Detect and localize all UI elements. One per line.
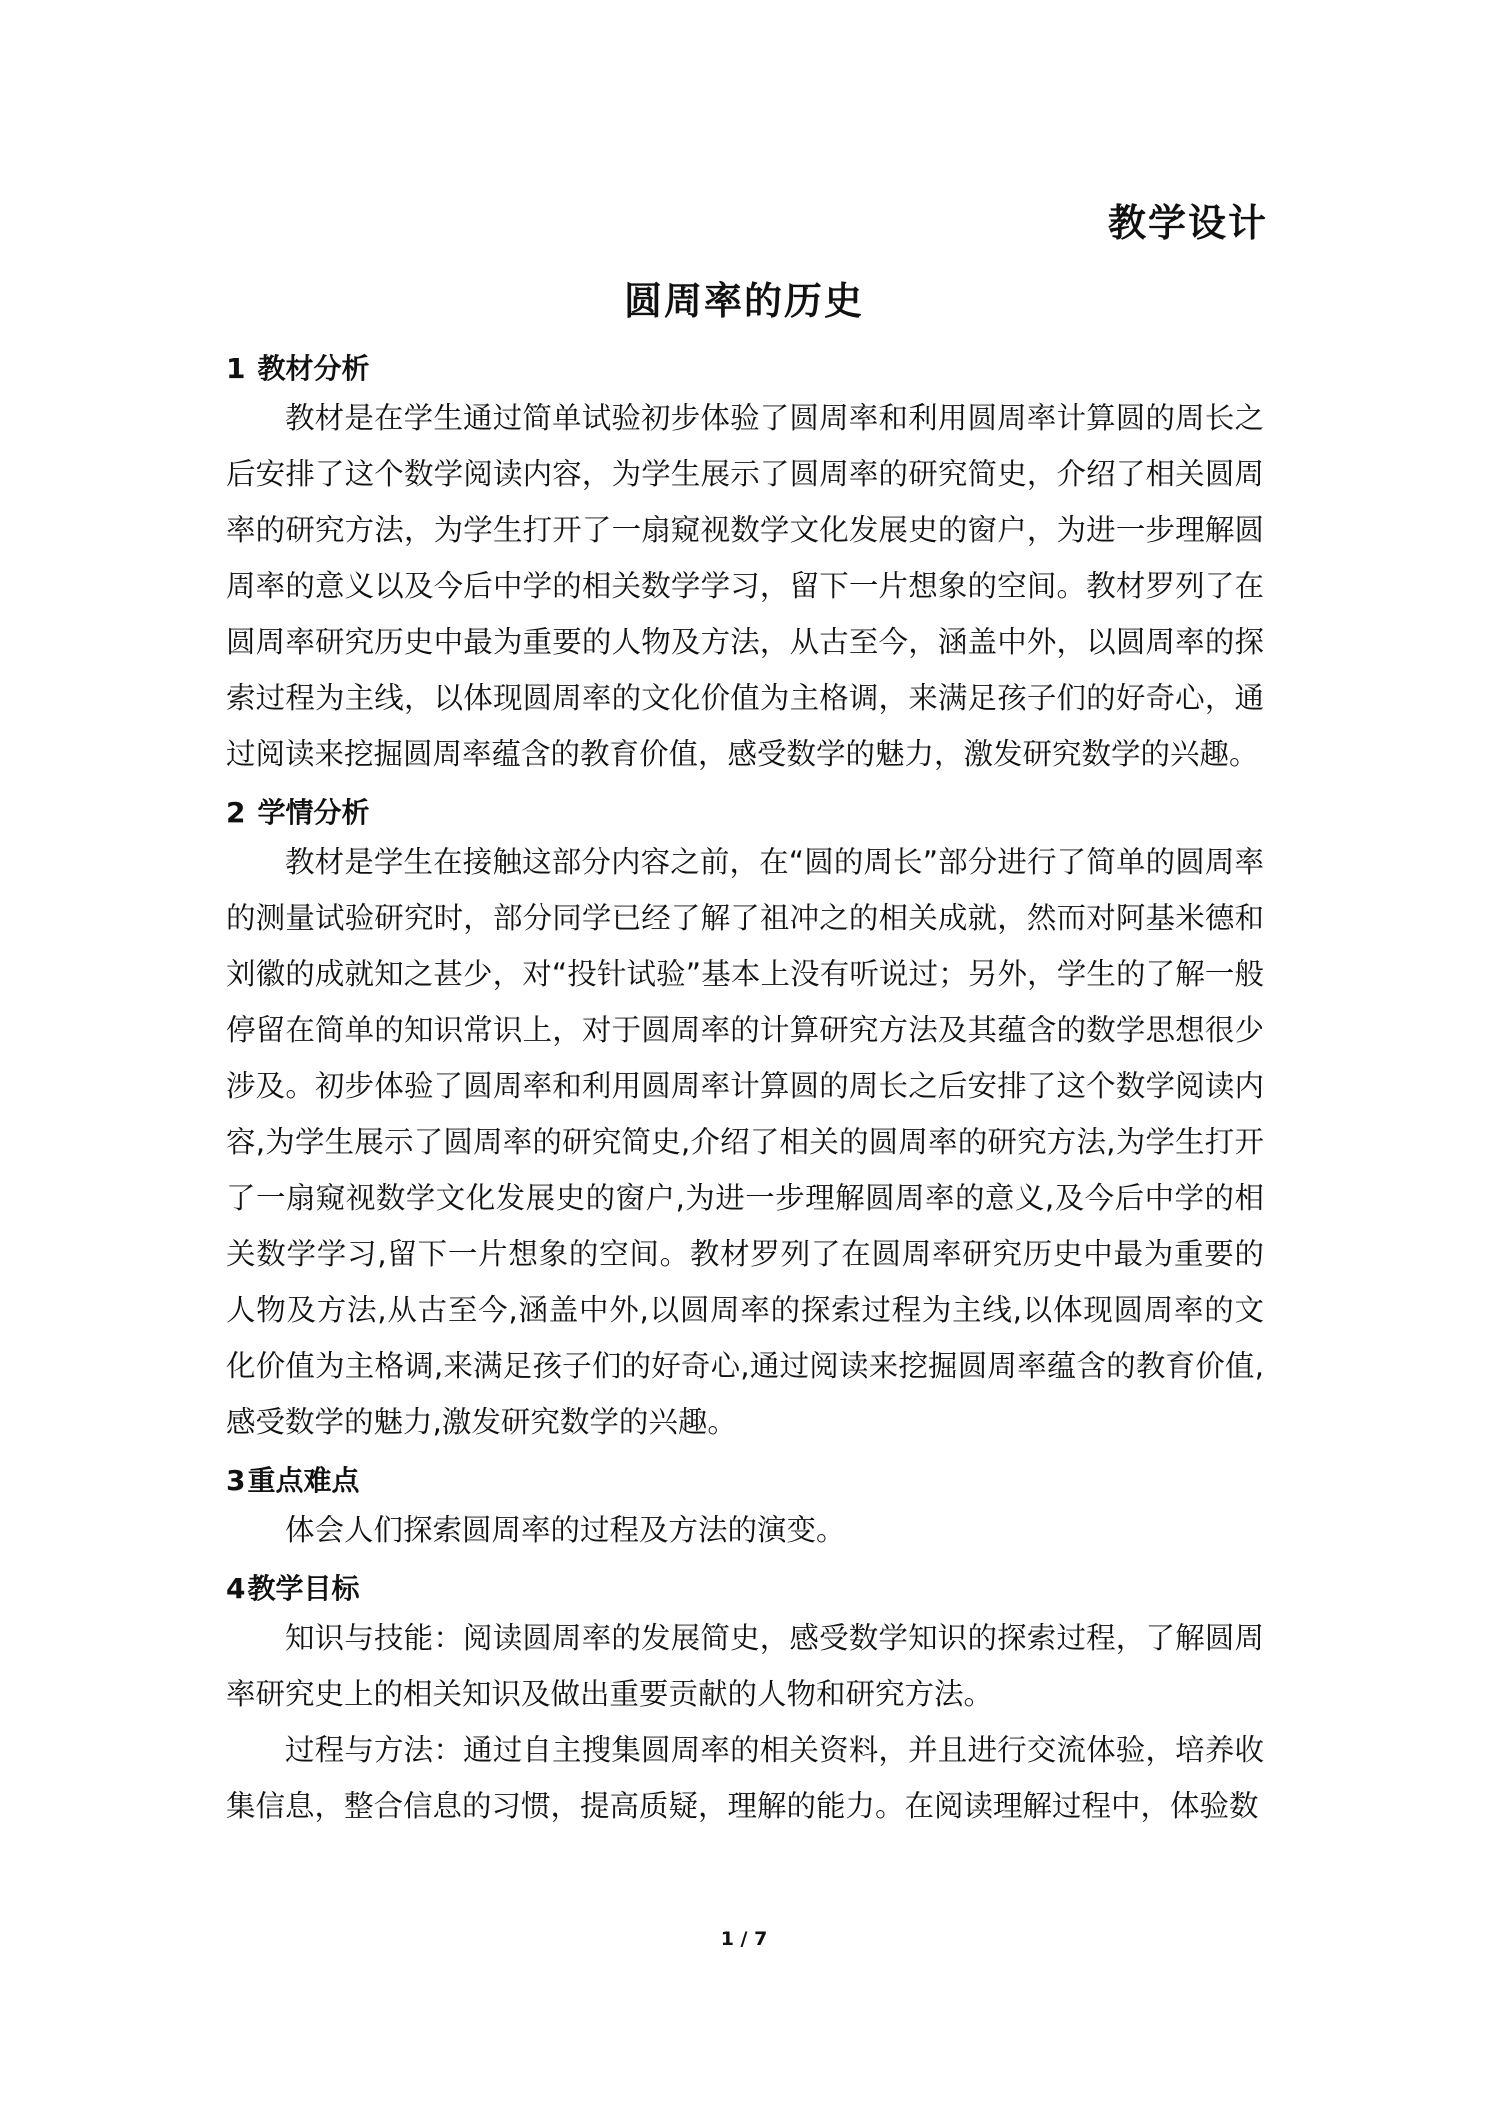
section-heading-text: 教学目标 [247, 1572, 360, 1605]
paragraph: 体会人们探索圆周率的过程及方法的演变。 [285, 1513, 846, 1547]
section-heading-text: 学情分析 [257, 796, 370, 829]
page-number: 1 / 7 [720, 1928, 768, 1950]
document-type-label: 教学设计 [1107, 201, 1268, 245]
document-body [226, 350, 1264, 1834]
paragraph: 过程与方法：通过自主搜集圆周率的相关资料，并且进行交流体验，培养收集信息，整合信息的习惯，提高质疑，理解的能力。在阅读理解过程中，体验数 [226, 1733, 1264, 1823]
section-heading [226, 350, 1264, 388]
section-heading [226, 1570, 1264, 1608]
section-number: 1 [226, 352, 246, 385]
section-textbook-analysis [226, 350, 1264, 782]
section-student-analysis [226, 794, 1264, 1450]
section-heading [226, 794, 1264, 832]
document-title: 圆周率的历史 [623, 279, 864, 323]
section-teaching-objectives [226, 1570, 1264, 1834]
section-key-points [226, 1462, 1264, 1558]
section-number: 3 [226, 1464, 246, 1497]
section-heading-text: 教材分析 [257, 352, 370, 385]
section-heading-text: 重点难点 [247, 1464, 360, 1497]
section-heading [226, 1462, 1264, 1500]
paragraph: 知识与技能：阅读圆周率的发展简史，感受数学知识的探索过程，了解圆周率研究史上的相关知识及做出重要贡献的人物和研究方法。 [226, 1621, 1264, 1711]
section-number: 4 [226, 1572, 246, 1605]
paragraph: 教材是学生在接触这部分内容之前，在“圆的周长”部分进行了简单的圆周率的测量试验研究时，部分同学已经了解了祖冲之的相关成就，然而对阿基米德和刘徽的成就知之甚少，对“投针试验”基本上没有听说过；另外，学生的了解一般停留在简单的知识常识上，对于圆周率的计算研究方法及其蕴含的数学思想很少涉及。初步体验了圆周率和利用圆周率计算圆的周长之后安排了这个数学阅读内容,为学生展示了圆周率的研究简史,介绍了相关的圆周率的研究方法,为学生打开了一扇窥视数学文化发展史的窗户,为进一步理解圆周率的意义,及今后中学的相关数学学习,留下一片想象的空间。教材罗列了在圆周率研究历史中最为重要的人物及方法,从古至今,涵盖中外,以圆周率的探索过程为主线,以体现圆周率的文化价值为主格调,来满足孩子们的好奇心,通过阅读来挖掘圆周率蕴含的教育价值,感受数学的魅力,激发研究数学的兴趣。 [226, 845, 1264, 1439]
paragraph: 教材是在学生通过简单试验初步体验了圆周率和利用圆周率计算圆的周长之后安排了这个数学阅读内容，为学生展示了圆周率的研究简史，介绍了相关圆周率的研究方法，为学生打开了一扇窥视数学文化发展史的窗户，为进一步理解圆周率的意义以及今后中学的相关数学学习，留下一片想象的空间。教材罗列了在圆周率研究历史中最为重要的人物及方法，从古至今，涵盖中外，以圆周率的探索过程为主线，以体现圆周率的文化价值为主格调，来满足孩子们的好奇心，通过阅读来挖掘圆周率蕴含的教育价值，感受数学的魅力，激发研究数学的兴趣。 [226, 401, 1264, 771]
section-number: 2 [226, 796, 246, 829]
